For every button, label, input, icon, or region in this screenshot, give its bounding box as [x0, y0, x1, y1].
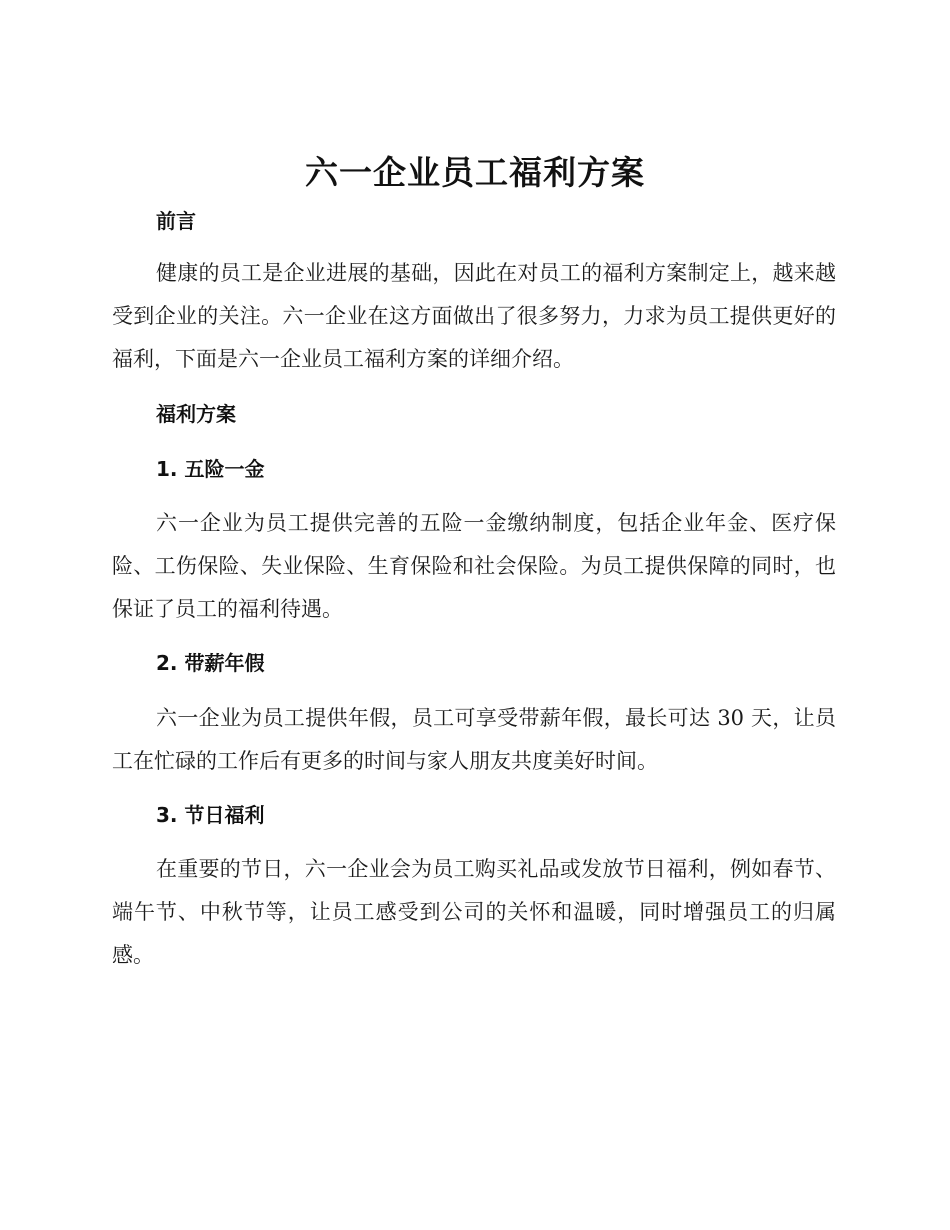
section-heading-welfare-plan: 福利方案 [156, 402, 236, 426]
holiday-paragraph: 在重要的节日，六一企业会为员工购买礼品或发放节日福利，例如春节、端午节、中秋节等，让员工感受到公司的关怀和温暖，同时增强员工的归属感。 [112, 857, 836, 967]
insurance-paragraph: 六一企业为员工提供完善的五险一金缴纳制度，包括企业年金、医疗保险、工伤保险、失业保险、生育保险和社会保险。为员工提供保障的同时，也保证了员工的福利待遇。 [112, 511, 836, 621]
section-heading-holiday: 3. 节日福利 [156, 803, 265, 827]
paid-leave-paragraph: 六一企业为员工提供年假，员工可享受带薪年假，最长可达 30 天，让员工在忙碌的工作后有更多的时间与家人朋友共度美好时间。 [112, 706, 836, 773]
section-heading-preface: 前言 [156, 209, 196, 233]
section-heading-insurance: 1. 五险一金 [156, 457, 265, 481]
document-title: 六一企业员工福利方案 [305, 153, 645, 192]
section-heading-paid-leave: 2. 带薪年假 [156, 651, 265, 675]
preface-paragraph: 健康的员工是企业进展的基础，因此在对员工的福利方案制定上，越来越受到企业的关注。六一企业在这方面做出了很多努力，力求为员工提供更好的福利，下面是六一企业员工福利方案的详细介绍。 [112, 261, 836, 371]
